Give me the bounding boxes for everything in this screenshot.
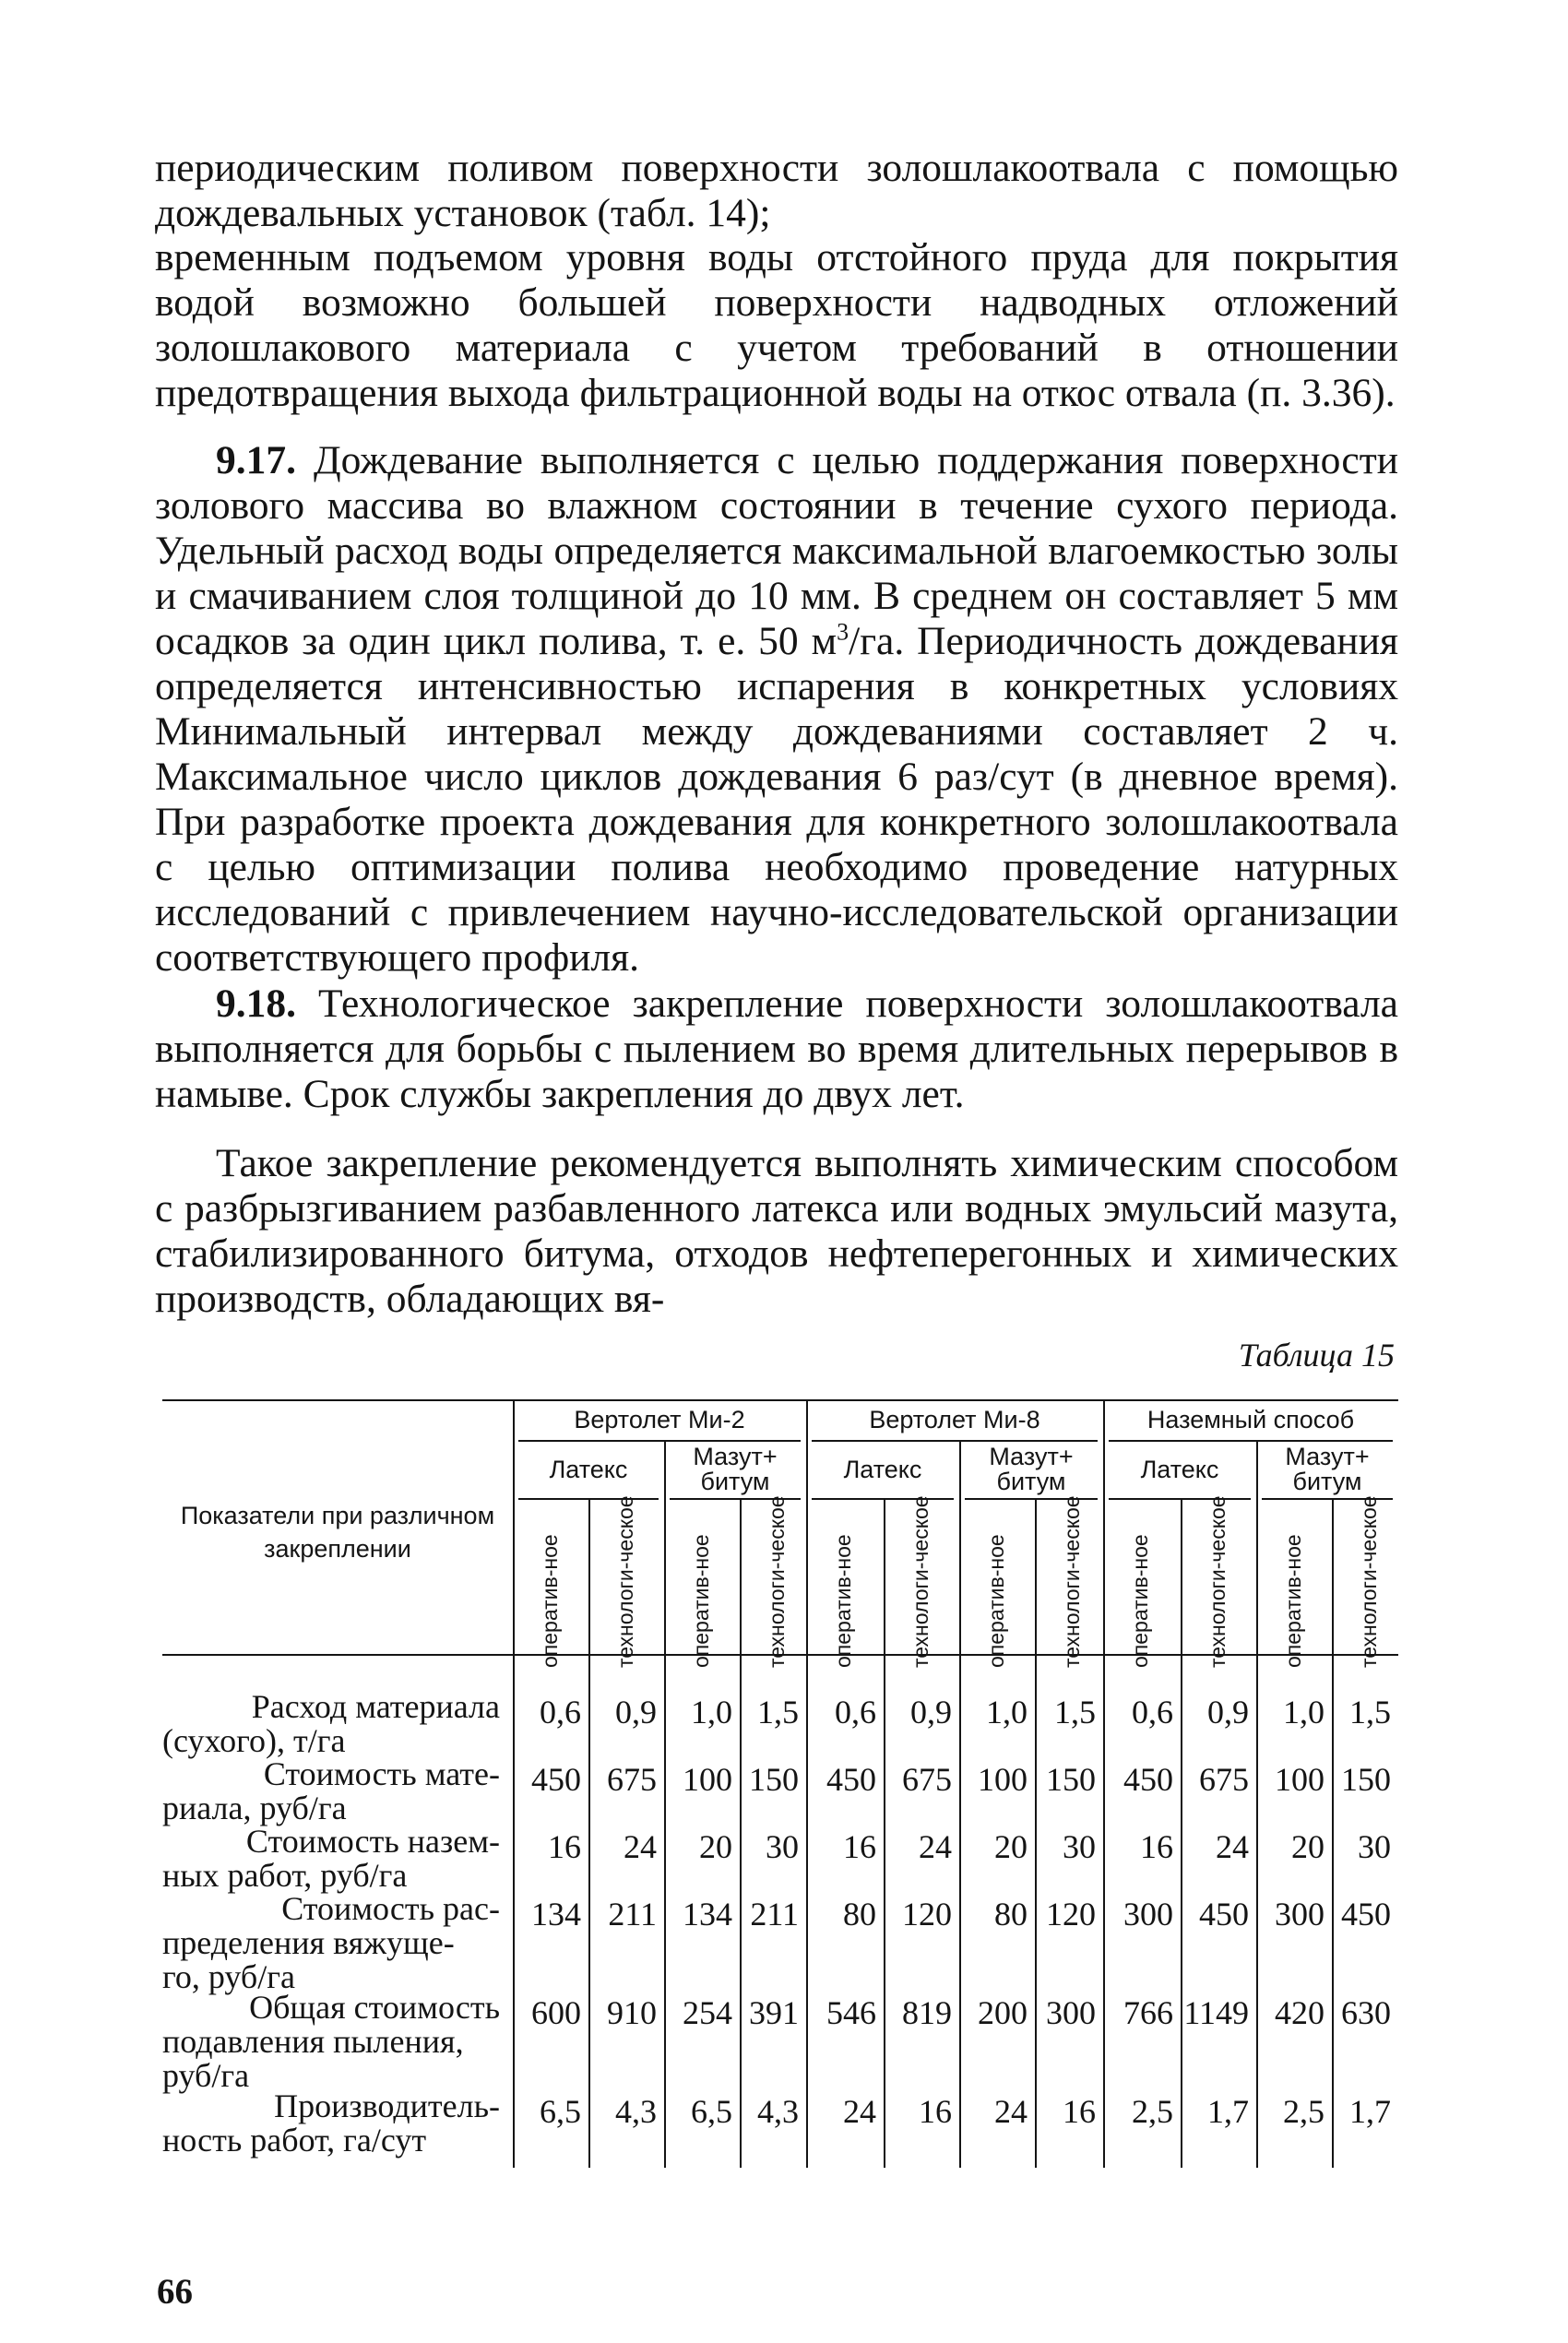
row-label-line: Производитель-	[274, 2087, 500, 2124]
table-cell: 4,3	[757, 2093, 799, 2130]
table-cell: 0,9	[615, 1694, 657, 1730]
column-header-line: технологи-	[908, 1562, 932, 1668]
table-cell: 100	[683, 1761, 732, 1798]
column-header	[677, 1505, 725, 1668]
subgroup-line: Мазут+	[989, 1443, 1074, 1470]
column-header-line: ное	[1280, 1534, 1305, 1570]
column-header	[819, 1505, 867, 1668]
table-cell: 1,0	[691, 1694, 732, 1730]
subgroup-underline	[812, 1498, 954, 1500]
subgroup-line: Мазут+	[1285, 1443, 1370, 1470]
column-header	[1345, 1495, 1393, 1668]
subgroup-line: Мазут+	[693, 1443, 778, 1470]
group-underline	[1109, 1440, 1393, 1442]
group-underline	[812, 1440, 1098, 1442]
page-number: 66	[157, 2272, 193, 2312]
table-cell: 16	[1140, 1828, 1173, 1865]
table-cell: 100	[978, 1761, 1028, 1798]
table-cell: 1149	[1183, 1994, 1249, 2031]
table-cell: 450	[531, 1761, 581, 1798]
table-cell: 16	[843, 1828, 876, 1865]
row-label-line: ных работ, руб/га	[162, 1857, 408, 1894]
table-cell: 630	[1341, 1994, 1391, 2031]
subgroup-line: Латекс	[843, 1456, 922, 1483]
column-header-line: оператив-	[1280, 1569, 1305, 1668]
subgroup-header	[1103, 1457, 1256, 1482]
table-cell: 546	[826, 1994, 876, 2031]
column-header	[1116, 1505, 1164, 1668]
paragraph-text: Такое закрепление рекомендуется выполнять химическим способом с разбрызгиванием разбавленного латекса или водных эмульсий мазута, стабилизированного битума, отходов нефтеперегонных и химических производств, обладающих вя-	[155, 1141, 1398, 1321]
table-cell: 24	[1216, 1828, 1249, 1865]
column-header-line: технологи-	[1059, 1562, 1084, 1668]
paragraph-text: временным подъемом уровня воды отстойного пруда для покрытия водой возможно большей поверхности надводных отложений золошлакового материала с учетом требований в отношении предотвращения выхода фильтрационной воды на откос отвала (п. 3.36).	[155, 235, 1398, 415]
row-header-label: Показатели при различном закреплении	[180, 1502, 495, 1563]
table-cell: 200	[978, 1994, 1028, 2031]
table-cell: 1,0	[1283, 1694, 1324, 1730]
table-cell: 1,5	[1054, 1694, 1096, 1730]
table-cell: 2,5	[1283, 2093, 1324, 2130]
table-cell: 4,3	[615, 2093, 657, 2130]
paragraph-chemical-fixing	[155, 1141, 1398, 1322]
table-cell: 819	[902, 1994, 952, 2031]
table-cell: 80	[994, 1896, 1028, 1933]
table-cell: 600	[531, 1994, 581, 2031]
table-cell: 300	[1275, 1896, 1324, 1933]
column-header-line: ное	[983, 1534, 1008, 1570]
column-header	[601, 1495, 649, 1668]
row-label-line: пределения вяжуще-	[162, 1924, 455, 1961]
subgroup-line: Латекс	[1140, 1456, 1219, 1483]
subgroup-underline	[1109, 1498, 1251, 1500]
table-cell: 675	[902, 1761, 952, 1798]
column-header-line: ческое	[1205, 1495, 1229, 1563]
table-cell: 20	[699, 1828, 732, 1865]
table-cell: 420	[1275, 1994, 1324, 2031]
subgroup-line: Латекс	[549, 1456, 628, 1483]
table-cell: 0,6	[1132, 1694, 1173, 1730]
row-label-line: Стоимость назем-	[245, 1823, 500, 1860]
table-caption: Таблица 15	[1238, 1337, 1395, 1374]
column-header	[897, 1495, 944, 1668]
row-label-line: ность работ, га/сут	[162, 2122, 427, 2159]
table-cell: 80	[843, 1896, 876, 1933]
column-header	[1194, 1495, 1241, 1668]
column-header	[1269, 1505, 1317, 1668]
subgroup-header	[1256, 1445, 1398, 1494]
subgroup-header	[806, 1457, 959, 1482]
group-header: Вертолет Ми-8	[869, 1406, 1040, 1433]
column-header-line: ное	[537, 1534, 562, 1570]
subgroup-divider	[1256, 1440, 1258, 2168]
row-label-line: Расход материала	[251, 1688, 500, 1725]
group-underline	[518, 1440, 801, 1442]
table-cell: 0,9	[910, 1694, 952, 1730]
row-label-line: риала, руб/га	[162, 1790, 347, 1826]
table-cell: 24	[919, 1828, 952, 1865]
row-label	[162, 1690, 505, 1758]
table-cell: 1,7	[1349, 2093, 1391, 2130]
column-header-line: технологи-	[764, 1562, 789, 1668]
row-label	[162, 1892, 505, 1994]
row-label-line: го, руб/га	[162, 1958, 295, 1995]
paragraph-9-17	[155, 438, 1398, 981]
row-label-line: Общая стоимость	[249, 1989, 500, 2026]
table-cell: 134	[683, 1896, 732, 1933]
subgroup-line: битум	[1292, 1468, 1362, 1495]
group-header: Вертолет Ми-2	[574, 1406, 745, 1433]
subgroup-header	[664, 1445, 806, 1494]
column-header-line: оператив-	[983, 1569, 1008, 1668]
column-header-line: оператив-	[1127, 1569, 1152, 1668]
paragraph-text: Дождевание выполняется с целью поддержания поверхности золового массива во влажном состоянии в течение сухого периода. Удельный расход воды определяется максимальной влагоемкостью золы и смачиванием слоя толщиной до 10 мм. В среднем он составляет 5 мм осадков за один цикл полива, т. е. 50 м	[155, 438, 1399, 663]
subgroup-line: битум	[996, 1468, 1066, 1495]
table-cell: 450	[1341, 1896, 1391, 1933]
paragraph-text: Технологическое закрепление поверхности золошлакоотвала выполняется для борьбы с пылением во время длительных перерывов в намыве. Срок службы закрепления до двух лет.	[155, 981, 1398, 1116]
table-cell: 1,0	[986, 1694, 1028, 1730]
table-cell: 120	[902, 1896, 952, 1933]
column-header-line: ное	[688, 1534, 713, 1570]
table-cell: 910	[607, 1994, 657, 2031]
column-header	[526, 1505, 574, 1668]
table-cell: 211	[750, 1896, 799, 1933]
table-cell: 120	[1046, 1896, 1096, 1933]
superscript: 3	[837, 618, 849, 646]
table-cell: 1,5	[757, 1694, 799, 1730]
column-header	[753, 1495, 801, 1668]
table-cell: 211	[608, 1896, 657, 1933]
subgroup-line: битум	[700, 1468, 770, 1495]
table-cell: 100	[1275, 1761, 1324, 1798]
table-cell: 6,5	[540, 2093, 581, 2130]
table-cell: 0,6	[835, 1694, 876, 1730]
table-cell: 24	[994, 2093, 1028, 2130]
row-label	[162, 2089, 505, 2158]
table-cell: 675	[1199, 1761, 1249, 1798]
subgroup-divider	[959, 1440, 961, 2168]
subgroup-divider	[664, 1440, 666, 2168]
column-header-line: технологи-	[1205, 1562, 1229, 1668]
row-label-line: Стоимость рас-	[281, 1890, 500, 1927]
table-cell: 30	[1063, 1828, 1096, 1865]
paragraph-9-18	[155, 981, 1398, 1117]
row-label-line: руб/га	[162, 2057, 250, 2094]
table-cell: 766	[1123, 1994, 1173, 2031]
table-cell: 20	[994, 1828, 1028, 1865]
column-header-line: ческое	[764, 1495, 789, 1563]
table-cell: 2,5	[1132, 2093, 1173, 2130]
paragraph-text: периодическим поливом поверхности золошлакоотвала с помощью дождевальных установок (табл. 14);	[155, 146, 1398, 235]
column-header-line: технологи-	[612, 1562, 637, 1668]
column-header-line: ное	[830, 1534, 855, 1570]
clause-number: 9.18.	[216, 981, 296, 1026]
table-cell: 24	[843, 2093, 876, 2130]
table-cell: 300	[1123, 1896, 1173, 1933]
table-cell: 24	[624, 1828, 657, 1865]
column-header-line: оператив-	[688, 1569, 713, 1668]
table-cell: 450	[826, 1761, 876, 1798]
subgroup-header	[959, 1445, 1103, 1494]
table-cell: 254	[683, 1994, 732, 2031]
table-cell: 450	[1123, 1761, 1173, 1798]
paragraph-pond-level	[155, 235, 1398, 416]
column-header-line: ное	[1127, 1534, 1152, 1570]
column-header-line: ческое	[908, 1495, 932, 1563]
column-header	[972, 1505, 1020, 1668]
paragraph-text: /га. Периодичность дождевания определяется интенсивностью испарения в конкретных условиях Минимальный интервал между дождеваниями составляет 2 ч. Максимальное число циклов дождевания 6 раз/сут (в дневное время). При разработке проекта дождевания для конкретного золошлакоотвала с целью оптимизации полива необходимо проведение натурных исследований с привлечением научно-исследовательской организации соответствующего профиля.	[155, 619, 1398, 980]
table-cell: 1,7	[1207, 2093, 1249, 2130]
table-cell: 6,5	[691, 2093, 732, 2130]
column-header-line: технологи-	[1356, 1562, 1381, 1668]
table-cell: 300	[1046, 1994, 1096, 2031]
subgroup-header	[513, 1457, 664, 1482]
clause-number: 9.17.	[216, 438, 296, 482]
row-label	[162, 1991, 505, 2093]
table-cell: 150	[1046, 1761, 1096, 1798]
table-cell: 675	[607, 1761, 657, 1798]
table-cell: 391	[749, 1994, 799, 2031]
column-header-line: оператив-	[537, 1569, 562, 1668]
row-label	[162, 1825, 505, 1893]
table-cell: 1,5	[1349, 1694, 1391, 1730]
table-cell: 150	[1341, 1761, 1391, 1798]
table-cell: 16	[548, 1828, 581, 1865]
table-cell: 150	[749, 1761, 799, 1798]
table-cell: 30	[1358, 1828, 1391, 1865]
row-label-line: Стоимость мате-	[263, 1755, 500, 1792]
table-cell: 0,6	[540, 1694, 581, 1730]
table-cell: 20	[1291, 1828, 1324, 1865]
row-label-line: подавления пыления,	[162, 2023, 464, 2060]
group-header: Наземный способ	[1146, 1406, 1355, 1433]
table-cell: 16	[1063, 2093, 1096, 2130]
row-label	[162, 1757, 505, 1826]
table-top-rule	[162, 1399, 1398, 1401]
table-cell: 0,9	[1207, 1694, 1249, 1730]
table-cell: 134	[531, 1896, 581, 1933]
row-label-line: (сухого), т/га	[162, 1722, 346, 1759]
table-cell: 450	[1199, 1896, 1249, 1933]
paragraph-watering	[155, 146, 1398, 236]
column-header	[1048, 1495, 1096, 1668]
table-cell: 30	[766, 1828, 799, 1865]
column-header-line: оператив-	[830, 1569, 855, 1668]
column-header-line: ческое	[1059, 1495, 1084, 1563]
column-header-line: ческое	[612, 1495, 637, 1563]
table-cell: 16	[919, 2093, 952, 2130]
column-header-line: ческое	[1356, 1495, 1381, 1563]
